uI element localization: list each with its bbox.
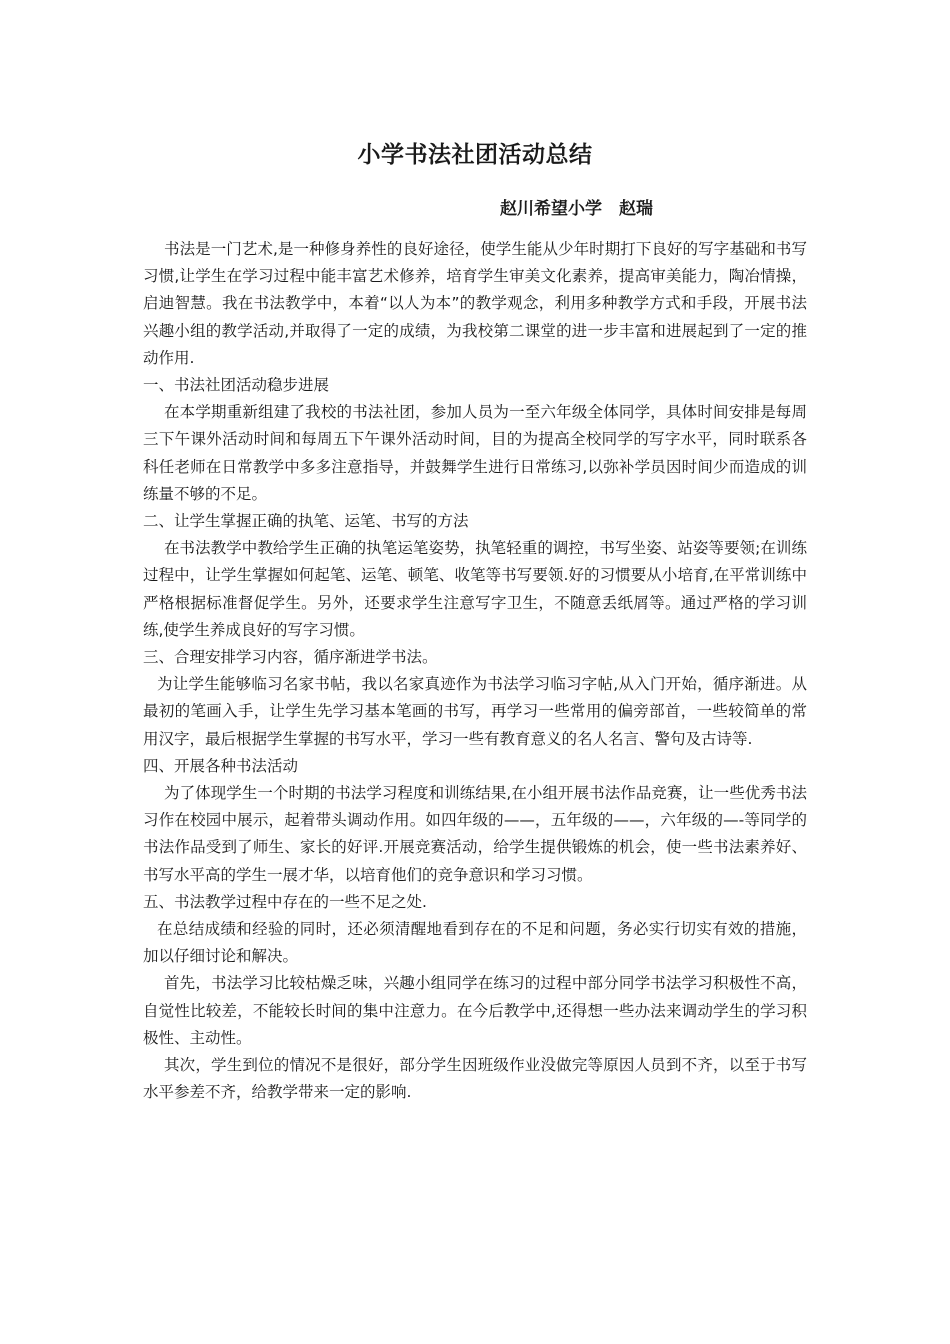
body-paragraph: 在本学期重新组建了我校的书法社团，参加人员为一至六年级全体同学，具体时间安排是每周三下午课外活动时间和每周五下午课外活动时间，目的为提高全校同学的写字水平，同时联系各科任老师在日常教学中多多注意指导，并鼓舞学生进行日常练习,以弥补学员因时间少而造成的训练量不够的不足。 (143, 403, 807, 503)
body-paragraph: 在总结成绩和经验的同时，还必须清醒地看到存在的不足和问题，务必实行切实有效的措施，加以仔细讨论和解决。 (143, 920, 807, 966)
body-paragraph: 其次，学生到位的情况不是很好，部分学生因班级作业没做完等原因人员到不齐，以至于书写水平参差不齐，给教学带来一定的影响. (143, 1056, 807, 1102)
body-paragraph: 首先，书法学习比较枯燥乏味，兴趣小组同学在练习的过程中部分同学书法学习积极性不高，自觉性比较差，不能较长时间的集中注意力。在今后教学中,还得想一些办法来调动学生的学习积极性、主动性。 (143, 974, 807, 1047)
section-heading: 二、让学生掌握正确的执笔、运笔、书写的方法 (143, 512, 469, 531)
body-paragraph: 为让学生能够临习名家书帖，我以名家真迹作为书法学习临习字帖,从入门开始，循序渐进。从最初的笔画入手，让学生先学习基本笔画的书写，再学习一些常用的偏旁部首，一些较简单的常用汉字，最后根据学生掌握的书写水平，学习一些有教育意义的名人名言、警句及古诗等. (143, 675, 807, 748)
document-body (143, 236, 807, 1107)
section-heading: 一、书法社团活动稳步进展 (143, 376, 330, 395)
document-title: 小学书法社团活动总结 (357, 142, 593, 168)
body-paragraph: 在书法教学中教给学生正确的执笔运笔姿势，执笔轻重的调控，书写坐姿、站姿等要领;在训练过程中，让学生掌握如何起笔、运笔、顿笔、收笔等书写要领.好的习惯要从小培育,在平常训练中严格根据标准督促学生。另外，还要求学生注意写字卫生，不随意丢纸屑等。通过严格的学习训练,使学生养成良好的写字习惯。 (143, 539, 807, 639)
body-paragraph: 书法是一门艺术,是一种修身养性的良好途径，使学生能从少年时期打下良好的写字基础和书写习惯,让学生在学习过程中能丰富艺术修养，培育学生审美文化素养，提高审美能力，陶冶情操，启迪智慧。我在书法教学中，本着“以人为本”的教学观念，利用多种教学方式和手段，开展书法兴趣小组的教学活动,并取得了一定的成绩，为我校第二课堂的进一步丰富和进展起到了一定的推动作用. (143, 240, 807, 367)
section-heading: 四、开展各种书法活动 (143, 756, 299, 775)
body-paragraph: 为了体现学生一个时期的书法学习程度和训练结果,在小组开展书法作品竞赛，让一些优秀书法习作在校园中展示，起着带头调动作用。如四年级的——，五年级的——，六年级的—-等同学的书法作品受到了师生、家长的好评.开展竞赛活动，给学生提供锻炼的机会，使一些书法素养好、书写水平高的学生一展才华，以培育他们的竞争意识和学习习惯。 (143, 784, 807, 884)
section-heading: 三、合理安排学习内容，循序渐进学书法。 (143, 648, 438, 667)
document-author: 赵川希望小学 赵瑞 (500, 199, 653, 219)
section-heading: 五、书法教学过程中存在的一些不足之处. (143, 892, 427, 911)
